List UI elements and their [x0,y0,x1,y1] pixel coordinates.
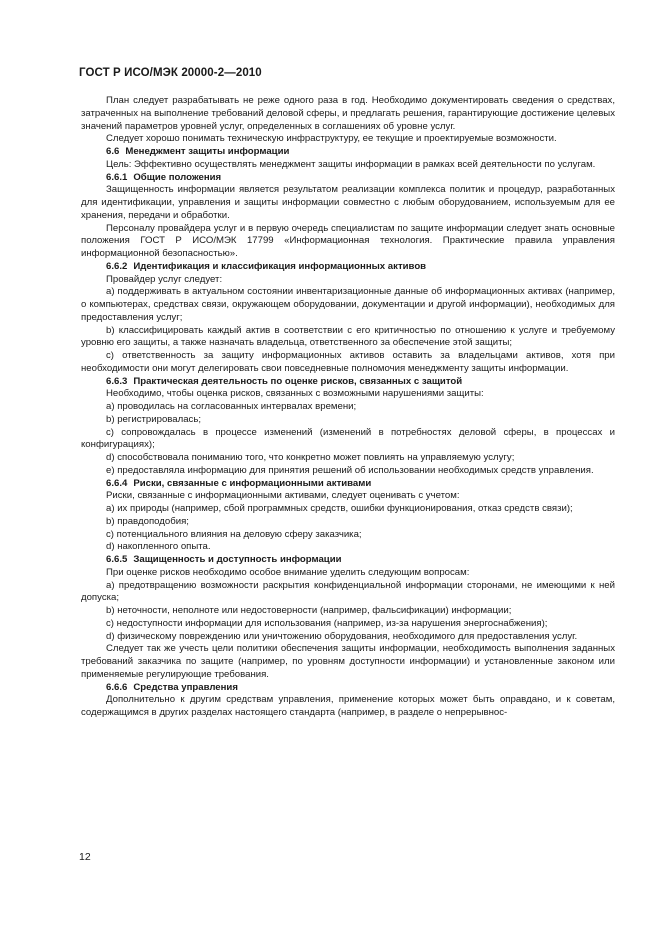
body-paragraph: При оценке рисков необходимо особое внимание уделить следующим вопросам: [106,566,470,578]
section-number: 6.6.5 [106,554,128,565]
section-title: Менеджмент защиты информации [125,146,290,157]
body-paragraph: Следует хорошо понимать техническую инфраструктуру, ее текущие и проектируемые возможности. [106,133,557,145]
body-paragraph: b) классифицировать каждый актив в соответствии с его критичностью по отношению к услуге и требуемому уровню его защиты, а также назначать владельца, ответственного за обеспечение этой защиты; [81,324,615,349]
section-heading [81,146,615,159]
section-number: 6.6 [106,146,120,157]
body-paragraph: c) сопровождалась в процессе изменений (изменений в потребностях деловой сферы, в процессах и конфигурациях); [81,426,615,451]
section-heading [81,554,615,567]
body-paragraph: Цель: Эффективно осуществлять менеджмент защиты информации в рамках всей деятельности по услугам. [106,158,596,170]
body-paragraph: Риски, связанные с информационными активами, следует оценивать с учетом: [106,490,460,502]
body-paragraph: a) проводилась на согласованных интервалах времени; [106,401,357,412]
section-title: Защищенность и доступность информации [133,554,342,565]
body-paragraph: Защищенность информации является результатом реализации комплекса политик и процедур, разработанных для идентификации, управления и защиты информации совместно с любым оборудованием, используемым для ее хранения, передачи и обработки. [81,184,615,221]
body-paragraph: Дополнительно к другим средствам управления, применение которых может быть оправдано, и к советам, содержащимся в других разделах настоящего стандарта (например, в разделе о непрерывнос- [81,694,615,718]
body-paragraph: c) ответственность за защиту информационных активов оставить за владельцами активов, хотя при необходимости они могут делегировать свои повседневные полномочия менеджменту защиты информации. [81,350,615,374]
section-title: Средства управления [133,681,238,693]
body-paragraph: Персоналу провайдера услуг и в первую очередь специалистам по защите информации следует знать основные положения ГОСТ Р ИСО/МЭК 17799 «Информационная технология. Практические правила управления информационной безопасностью». [81,222,615,259]
body-paragraph: d) способствовала пониманию того, что конкретно может повлиять на управляемую услугу; [106,452,515,463]
section-title: Риски, связанные с информационными активами [133,477,372,489]
body-paragraph: План следует разрабатывать не реже одного раза в год. Необходимо документировать сведения о средствах, затраченных на выполнение требований деловой сферы, и предлагать решения, гарантирующие достижение целевых значений параметров уровней услуг, определенных в соглашениях об уровне услуг. [81,95,615,132]
section-number: 6.6.3 [106,375,128,387]
section-title: Идентификация и классификация информационных активов [133,260,427,272]
body-paragraph: c) потенциального влияния на деловую сферу заказчика; [106,528,362,540]
body-paragraph: c) недоступности информации для использования (например, из-за нарушения энергоснабжения); [106,617,548,629]
body-paragraph: Провайдер услуг следует: [106,273,223,285]
section-title: Практическая деятельность по оценке рисков, связанных с защитой [133,375,463,387]
section-heading [81,376,615,389]
section-number: 6.6.1 [106,171,128,183]
body-paragraph: b) неточности, неполноте или недостоверности (например, фальсификации) информации; [106,605,512,616]
section-heading [81,261,615,274]
page-number: 12 [79,851,91,863]
section-number: 6.6.2 [106,260,128,272]
section-number: 6.6.6 [106,681,128,693]
section-number: 6.6.4 [106,477,128,489]
document-body [81,95,615,720]
body-paragraph: Следует так же учесть цели политики обеспечения защиты информации, необходимость выполнения заданных требований заказчика по защите (например, по уровням доступности информации) и установленные законом или применяемые регулирующие требования. [81,643,615,680]
body-paragraph: b) регистрировалась; [106,413,202,425]
body-paragraph: a) их природы (например, сбой программных средств, ошибки функционирования, отказ средств связи); [106,503,573,514]
section-title: Общие положения [133,171,222,183]
section-heading [81,172,615,185]
body-paragraph: d) физическому повреждению или уничтожению оборудования, необходимого для предоставления услуг. [106,630,578,642]
section-heading [81,478,615,491]
body-paragraph: a) поддерживать в актуальном состоянии инвентаризационные данные об информационных активах (например, о компьютерах, средствах связи, окружающем оборудовании, документации и другой информации), необходимых для предоставления услуг; [81,286,615,323]
body-paragraph: b) правдоподобия; [106,515,189,527]
page-header: ГОСТ Р ИСО/МЭК 20000-2—2010 [79,67,262,79]
section-heading [81,682,615,695]
body-paragraph: a) предотвращению возможности раскрытия конфиденциальной информации сторонами, не имеющими к ней допуска; [81,579,615,604]
body-paragraph: d) накопленного опыта. [106,541,211,553]
body-paragraph: e) предоставляла информацию для принятия решений об использовании необходимых средств управления. [106,464,594,476]
body-paragraph: Необходимо, чтобы оценка рисков, связанных с возможными нарушениями защиты: [106,388,484,400]
